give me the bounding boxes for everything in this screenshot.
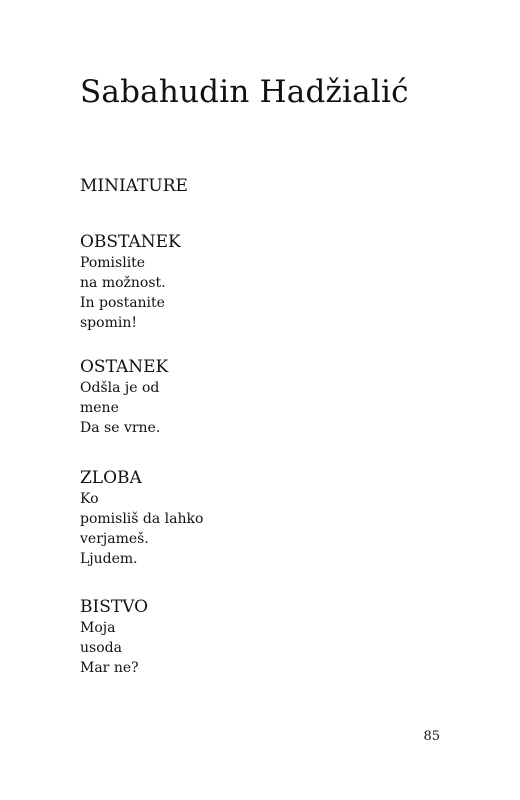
poem-zloba bbox=[80, 467, 400, 569]
poem-line: usoda bbox=[80, 640, 122, 656]
poem-line: Pomislite bbox=[80, 255, 146, 271]
collection-title: MINIATURE bbox=[80, 176, 188, 196]
poem-lines bbox=[80, 489, 400, 569]
poem-ostanek bbox=[80, 356, 400, 438]
poem-line: na možnost. bbox=[80, 275, 166, 291]
poem-bistvo bbox=[80, 596, 400, 678]
poem-title: OBSTANEK bbox=[80, 232, 181, 252]
poem-lines bbox=[80, 378, 400, 438]
poem-line: In postanite bbox=[80, 295, 165, 311]
poem-obstanek bbox=[80, 231, 400, 333]
poem-line: mene bbox=[80, 400, 119, 416]
poem-line: Ljudem. bbox=[80, 551, 138, 567]
poem-line: pomisliš da lahko bbox=[80, 511, 204, 527]
poem-line: Odšla je od bbox=[80, 380, 160, 396]
poem-title: OSTANEK bbox=[80, 357, 169, 377]
poem-title: BISTVO bbox=[80, 597, 149, 617]
page-number: 85 bbox=[423, 729, 440, 744]
author-name: Sabahudin Hadžialić bbox=[80, 74, 409, 110]
poem-title: ZLOBA bbox=[80, 468, 142, 488]
poem-line: Mar ne? bbox=[80, 660, 139, 676]
poem-line: spomin! bbox=[80, 315, 137, 331]
poem-line: Ko bbox=[80, 491, 99, 507]
poem-lines bbox=[80, 253, 400, 333]
poem-line: Moja bbox=[80, 620, 116, 636]
poem-line: verjameš. bbox=[80, 531, 149, 547]
poem-lines bbox=[80, 618, 400, 678]
poem-line: Da se vrne. bbox=[80, 420, 161, 436]
